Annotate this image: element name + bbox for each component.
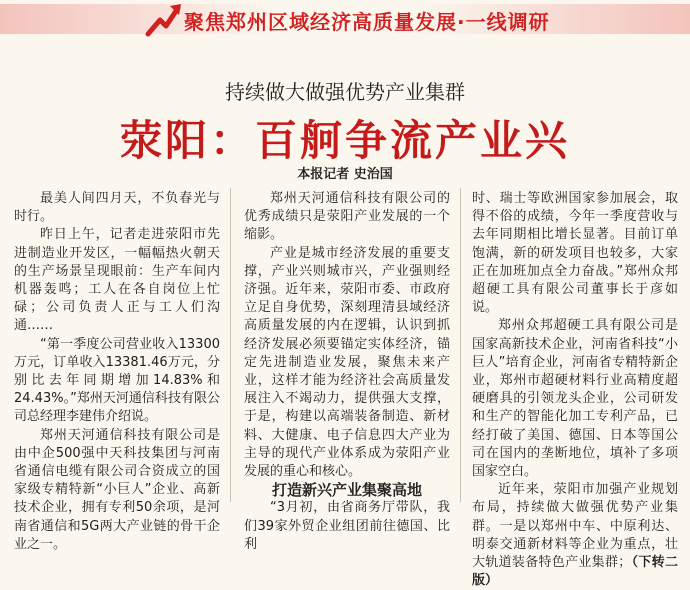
paragraph-text: 近年来，荥阳市加强产业规划布局，持续做大做强优势产业集群。一是以郑州中车、中原利达、明泰交通新材料等企业为重点，壮大轨道装备特色产业集群； <box>472 482 678 571</box>
paragraph: 郑州众邦超硬工具有限公司是国家高新技术企业，河南省科技“小巨人”培育企业，河南省专精特新企业，郑州市超硬材料行业高精度超硬磨具的引领龙头企业，公司研发和生产的智能化加工专利产品，已经打破了美国、德国、日本等国公司在国内的垄断地位，填补了多项国家空白。 <box>472 318 678 480</box>
paragraph: 最美人间四月天，不负春光与时行。 <box>14 191 220 225</box>
rising-arrow-icon <box>144 0 184 38</box>
article-headline: 荥阳：百舸争流产业兴 <box>119 116 570 165</box>
paragraph: 郑州天河通信科技有限公司是由中企500强中天科技集团与河南省通信电缆有限公司合资成立的国家级专精特新“小巨人”企业、高新技术企业，拥有专利50余项，是河南省通信和5G两大产业链的骨干企业之一。 <box>14 427 220 552</box>
paragraph: 产业是城市经济发展的重要支撑，产业兴则城市兴，产业强则经济强。近年来，荥阳市委、市政府立足自身优势，深刻理清县域经济高质量发展的内在逻辑，认识到抓经济发展必须要锚定实体经济，锚定先进制造业发展，聚焦未来产业，这样才能为经济社会高质量发展注入不竭动力，提供强大支撑，于是，构建以高端装备制造、新材料、大健康、电子信息四大产业为主导的现代产业体系成为荥阳产业发展的重心和核心。 <box>244 245 450 480</box>
article-byline: 本报记者 史治国 <box>297 167 393 182</box>
section-subhead: 打造新兴产业集聚高地 <box>271 481 422 500</box>
paragraph: 郑州天河通信科技有限公司的优秀成绩只是荥阳产业发展的一个缩影。 <box>244 191 450 243</box>
paragraph: “第一季度公司营业收入13300万元，订单收入13381.46万元，分别比去年同期增加14.83%和24.43%。”郑州天河通信科技有限公司总经理李建伟介绍说。 <box>14 336 220 425</box>
paragraph <box>472 481 678 590</box>
paragraph: 昨日上午，记者走进荥阳市先进制造业开发区，一幅幅热火朝天的生产场景呈现眼前：生产车间内机器轰鸣；工人在各自岗位上忙碌；公司负责人正与工人们沟通…… <box>14 227 220 334</box>
column-divider <box>460 188 461 502</box>
article-column-2 <box>244 190 450 554</box>
paragraph: 时、瑞士等欧洲国家参加展会，取得不俗的成绩，今年一季度营收与去年同期相比增长显著。目前订单饱满，新的研发项目也较多，大家正在加班加点全力奋战。”郑州众邦超硬工具有限公司董事长于彦如说。 <box>472 191 678 316</box>
section-banner <box>0 0 690 38</box>
column-divider <box>230 188 231 502</box>
article-kicker: 持续做大做强优势产业集群 <box>225 80 465 104</box>
article-column-1 <box>14 190 220 554</box>
continued-on-page-2-link[interactable]: （下转二版） <box>472 555 678 589</box>
article-column-3 <box>472 190 678 590</box>
banner-title: 聚焦郑州区域经济高质量发展·一线调研 <box>184 10 550 34</box>
paragraph: “3月初，由省商务厅带队，我们39家外贸企业组团前往德国、比利 <box>244 500 450 552</box>
